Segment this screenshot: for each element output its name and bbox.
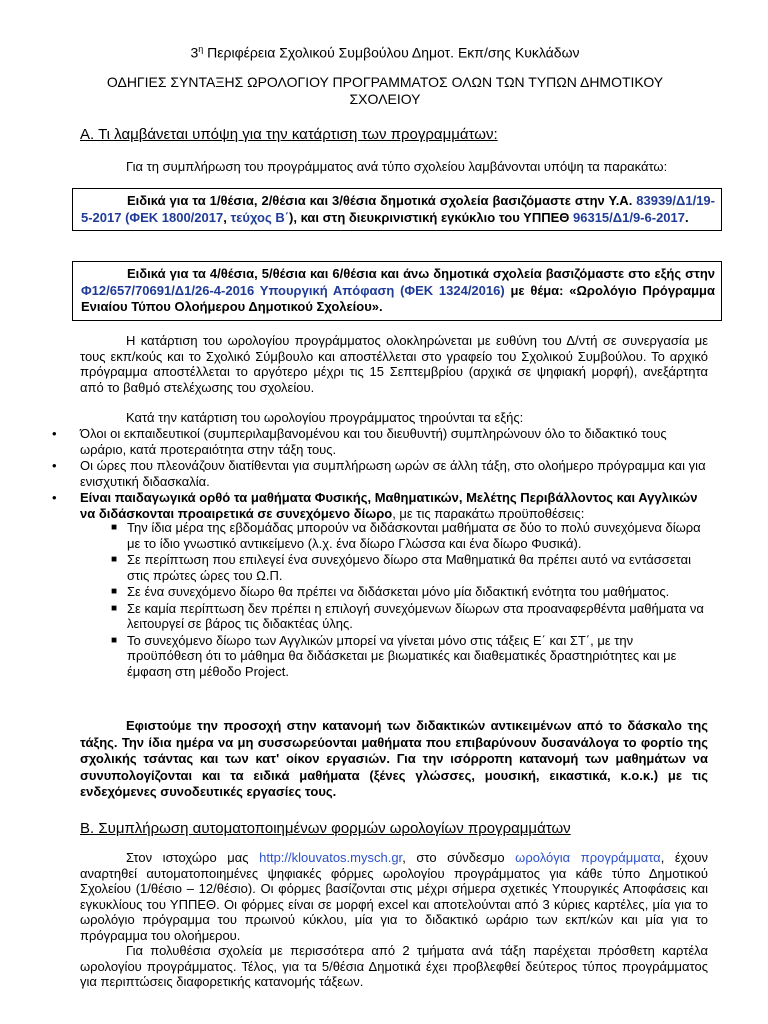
box1-ref-teuxos: τεύχος Β΄ (230, 209, 290, 225)
section-b-paragraph-1 (80, 850, 708, 943)
p1-text-b: , στο σύνδεσμο (402, 850, 516, 865)
box-small-schools (72, 188, 722, 231)
section-a-paragraph-2: Κατά την κατάρτιση του ωρολογίου προγράμματος τηρούνται τα εξής: (126, 410, 524, 425)
title-line-2: ΣΧΟΛΕΙΟΥ (349, 91, 421, 107)
sub-list-item: ■ Το συνεχόμενο δίωρο των Αγγλικών μπορεί να γίνεται μόνο στις τάξεις Ε΄ και ΣΤ΄, με την προϋπόθεση ότι το μάθημα θα διδάσκεται με βιωματικές και διαθεματικές δραστηριότητες και με έμφαση στη μέθοδο Project. (111, 632, 677, 679)
sub-bullet-text: Σε καμία περίπτωση δεν πρέπει η επιλογή συνεχόμενων δίωρων στα προαναφερθέντα μαθήματα να λειτουργεί σε βάρος τις διδακτέας ύλης. (127, 600, 704, 631)
bullet-text: Όλοι οι εκπαιδευτικοί (συμπεριλαμβανομένου και του διευθυντή) συμπληρώνουν όλο το διδακτικό τους ωράριο, κατά προτεραιότητα στην τάξη τους. (80, 426, 667, 457)
box2-text-2: με θέμα: «Ωρολόγιο Πρόγραμμα Ενιαίου Τύπου Ολοήμερου Δημοτικού Σχολείου». (81, 282, 715, 314)
sub-list-item: ■ Την ίδια μέρα της εβδομάδας μπορούν να διδάσκονται μαθήματα σε δύο το πολύ συνεχόμενα δίωρα με το ίδιο γνωστικό αντικείμενο (λ.χ. ένα δίωρο Γλώσσα και ένα δίωρο Φυσικά). (111, 520, 701, 551)
p1-text-a: Στον ιστοχώρο μας (126, 850, 260, 865)
website-link[interactable]: http://klouvatos.mysch.gr (259, 850, 403, 865)
sub-bullet-text: Την ίδια μέρα της εβδομάδας μπορούν να διδάσκονται μαθήματα σε δύο το πολύ συνεχόμενα δίωρα με το ίδιο γνωστικό αντικείμενο (λ.χ. ένα δίωρο Γλώσσα και ένα δίωρο Φυσικά). (127, 520, 701, 551)
box1-text-3: ), και στη διευκρινιστική εγκύκλιο του ΥΠΠΕΘ (289, 209, 573, 225)
bullet-list (52, 426, 708, 521)
bullet-text: Οι ώρες που πλεονάζουν διατίθενται για συμπλήρωση ωρών σε άλλη τάξη, στο ολοήμερο πρόγραμμα και για ενισχυτική διδασκαλία. (80, 458, 706, 489)
sub-bullet-text: Σε ένα συνεχόμενο δίωρο θα πρέπει να διδάσκεται μόνο μία διδακτική ενότητα του μαθήματος. (127, 584, 670, 599)
section-a-paragraph-1: Η κατάρτιση του ωρολογίου προγράμματος ολοκληρώνεται με ευθύνη του Δ/ντή σε συνεργασία με τους εκπ/κούς και το Σχολικό Σύμβουλο και αποστέλλεται στο γραφείο του Σχολικού Συμβούλου. Το αρχικό πρόγραμμα αποστέλλεται το αργότερο μέχρι τις 15 Σεπτεμβρίου (αρχικά σε ψηφιακή μορφή), ανεξάρτητα από το βαθμό στελέχωσης του σχολείου. (80, 333, 708, 395)
section-b-paragraph-2: Για πολυθέσια σχολεία με περισσότερα από 2 τμήματα ανά τάξη παρέχεται πρόσθετη καρτέλα ωρολογίου προγράμματος. Τέλος, για τα 5/θέσια Δημοτικά έχει προβλεφθεί δεύτερος τύπος προγράμματος για περιπτώσεις διαφορετικής κατανομής τάξεων. (80, 943, 708, 989)
emphasis-paragraph: Εφιστούμε την προσοχή στην κατανομή των διδακτικών αντικειμένων από το δάσκαλο της τάξης. Την ίδια ημέρα να μη συσσωρεύονται μαθήματα που επιβαρύνουν δυσανάλογα το φορτίο της σχολικής τσάντας και των κατ' οίκον εργασιών. Για την ισόρροπη κατανομή των μαθημάτων να συνυπολογίζονται και τα ειδικά μαθήματα (ξένες γλώσσες, μουσική, εικαστικά, κ.ο.κ.) με τις ενδεχόμενες συνοδευτικές εργασίες τους. (80, 718, 708, 799)
list-item: • Είναι παιδαγωγικά ορθό τα μαθήματα Φυσικής, Μαθηματικών, Μελέτης Περιβάλλοντος και Αγγλικών να διδάσκονται προαιρετικά σε συνεχόμενο δίωρο, με τις παρακάτω προϋποθέσεις: (52, 490, 698, 521)
box1-text-4: . (685, 209, 689, 225)
sub-bullet-text: Σε περίπτωση που επιλεγεί ένα συνεχόμενο δίωρο στα Μαθηματικά θα πρέπει αυτό να εντάσσεται στις πρώτες ώρες του Ω.Π. (127, 552, 691, 583)
list-item: • Όλοι οι εκπαιδευτικοί (συμπεριλαμβανομένου και του διευθυντή) συμπληρώνουν όλο το διδακτικό τους ωράριο, κατά προτεραιότητα στην τάξη τους. (52, 426, 667, 457)
box1-ref-ya: 83939/Δ1/19-5-2017 (ΦΕΚ 1800/2017 (81, 193, 715, 225)
list-item: • Οι ώρες που πλεονάζουν διατίθενται για συμπλήρωση ωρών σε άλλη τάξη, στο ολοήμερο πρόγραμμα και για ενισχυτική διδασκαλία. (52, 458, 706, 489)
sub-bullet-list (111, 520, 708, 679)
sub-list-item: ■ Σε ένα συνεχόμενο δίωρο θα πρέπει να διδάσκεται μόνο μία διδακτική ενότητα του μαθήματος. (111, 584, 670, 599)
sub-list-item: ■ Σε καμία περίπτωση δεν πρέπει η επιλογή συνεχόμενων δίωρων στα προαναφερθέντα μαθήματα να λειτουργεί σε βάρος τις διδακτέας ύλης. (111, 600, 704, 631)
timetables-link[interactable]: ωρολόγια προγράμματα (515, 850, 661, 865)
box1-ref-egkyklios: 96315/Δ1/9-6-2017 (573, 209, 685, 225)
box-large-schools (72, 261, 722, 321)
header-sup: η (198, 44, 204, 54)
header-region (60, 44, 710, 61)
document-title (60, 74, 710, 108)
bullet-text-bold: Είναι παιδαγωγικά ορθό τα μαθήματα Φυσικής, Μαθηματικών, Μελέτης Περιβάλλοντος και Αγγλικών να διδάσκονται προαιρετικά σε συνεχόμενο δίωρο (80, 490, 698, 521)
bullet-text: , με τις παρακάτω προϋποθέσεις: (392, 505, 585, 521)
section-a-heading: Α. Τι λαμβάνεται υπόψη για την κατάρτιση των προγραμμάτων: (80, 126, 498, 143)
box1-text-1: Ειδικά για τα 1/θέσια, 2/θέσια και 3/θέσια δημοτικά σχολεία βασιζόμαστε στην Υ.Α. (127, 193, 637, 208)
box2-text-1: Ειδικά για τα 4/θέσια, 5/θέσια και 6/θέσια και άνω δημοτικά σχολεία βασιζόμαστε στο εξής στην (127, 266, 715, 281)
sub-bullet-text: Το συνεχόμενο δίωρο των Αγγλικών μπορεί να γίνεται μόνο στις τάξεις Ε΄ και ΣΤ΄, με την προϋπόθεση ότι το μάθημα θα διδάσκεται με βιωματικές και διαθεματικές δραστηριότητες και με έμφαση στη μέθοδο Project. (127, 632, 677, 679)
sub-list-item: ■ Σε περίπτωση που επιλεγεί ένα συνεχόμενο δίωρο στα Μαθηματικά θα πρέπει αυτό να εντάσσεται στις πρώτες ώρες του Ω.Π. (111, 552, 691, 583)
section-a-intro: Για τη συμπλήρωση του προγράμματος ανά τύπο σχολείου λαμβάνονται υπόψη τα παρακάτω: (126, 159, 668, 174)
title-line-1: ΟΔΗΓΙΕΣ ΣΥΝΤΑΞΗΣ ΩΡΟΛΟΓΙΟΥ ΠΡΟΓΡΑΜΜΑΤΟΣ ΟΛΩΝ ΤΩΝ ΤΥΠΩΝ ΔΗΜΟΤΙΚΟΥ (106, 74, 664, 90)
header-text: Περιφέρεια Σχολικού Συμβούλου Δημοτ. Εκπ/σης Κυκλάδων (203, 44, 580, 61)
header-prefix: 3 (190, 44, 199, 61)
p1-text-c: , έχουν αναρτηθεί αυτοματοποιημένες ψηφιακές φόρμες ωρολογίου προγράμματος για κάθε τύπο Δημοτικού Σχολείου (1/θέσιο – 12/θέσιο). Οι φόρμες βασίζονται στις μέχρι σήμερα σχετικές Υπουργικές Αποφάσεις και εγκυκλίους του ΥΠΠΕΘ. Οι φόρμες είναι σε μορφή excel και αποτελούνται από 3 κύριες καρτέλες, μία για το ωρολόγιο πρόγραμμα του πρωινού κύκλου, μία για το διδακτικό ωράριο των εκπ/κών και μία για το πρόγραμμα του ολοήμερου. (80, 850, 708, 943)
box2-ref-fek: Φ12/657/70691/Δ1/26-4-2016 Υπουργική Απόφαση (ΦΕΚ 1324/2016) (81, 282, 505, 298)
box1-text-2: , (223, 209, 231, 225)
section-b-heading: Β. Συμπλήρωση αυτοματοποιημένων φορμών ωρολογίων προγραμμάτων (80, 820, 571, 837)
